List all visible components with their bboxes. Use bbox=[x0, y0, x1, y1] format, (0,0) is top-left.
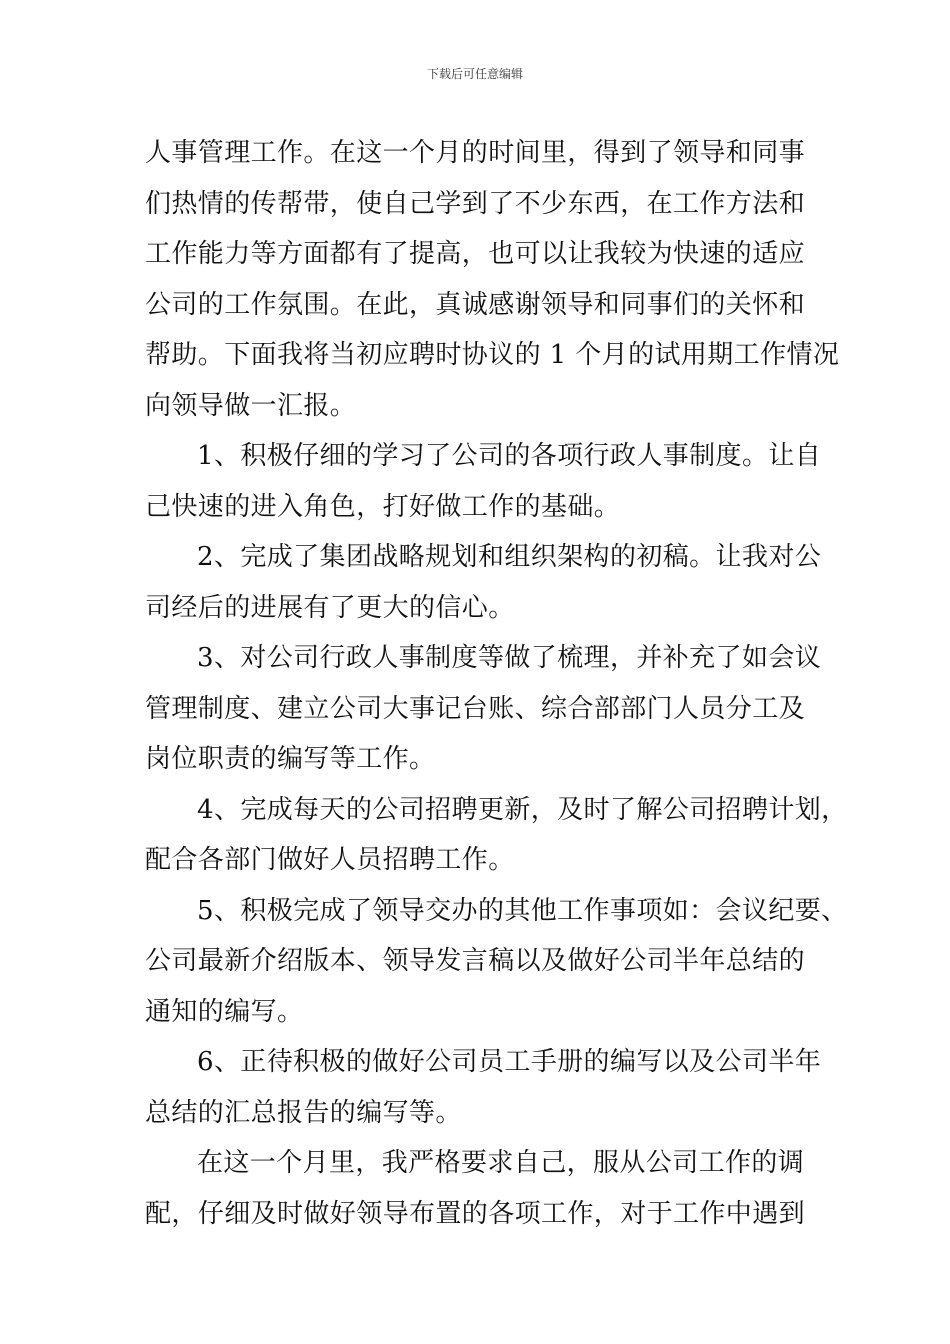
text-line: 3、对公司行政人事制度等做了梳理，并补充了如会议 bbox=[197, 643, 822, 673]
text-line: 公司的工作氛围。在此，真诚感谢领导和同事们的关怀和 bbox=[145, 289, 806, 320]
text-line: 岗位职责的编写等工作。 bbox=[145, 744, 436, 774]
text-line: 帮助。下面我将当初应聘时协议的 1 个月的试用期工作情况 bbox=[145, 340, 840, 370]
text-line: 公司最新介绍版本、领导发言稿以及做好公司半年总结的 bbox=[145, 946, 806, 976]
text-line: 1、积极仔细的学习了公司的各项行政人事制度。让自 bbox=[197, 441, 822, 471]
text-line: 通知的编写。 bbox=[145, 996, 304, 1027]
text-line: 5、积极完成了领导交办的其他工作事项如：会议纪要、 bbox=[197, 895, 848, 926]
text-line: 司经后的进展有了更大的信心。 bbox=[145, 592, 515, 623]
text-line: 在这一个月里，我严格要求自己，服从公司工作的调 bbox=[197, 1148, 805, 1178]
page-header: 下载后可任意编辑 bbox=[426, 67, 523, 81]
text-line: 配合各部门做好人员招聘工作。 bbox=[145, 845, 515, 875]
body-text bbox=[145, 128, 848, 1239]
text-line: 工作能力等方面都有了提高，也可以让我较为快速的适应 bbox=[145, 239, 806, 269]
text-line: 向领导做一汇报。 bbox=[145, 390, 357, 421]
text-line: 人事管理工作。在这一个月的时间里，得到了领导和同事 bbox=[145, 138, 806, 168]
text-line: 6、正待积极的做好公司员工手册的编写以及公司半年 bbox=[197, 1047, 822, 1077]
text-line: 总结的汇总报告的编写等。 bbox=[145, 1097, 462, 1128]
text-line: 4、完成每天的公司招聘更新，及时了解公司招聘计划， bbox=[197, 794, 848, 825]
text-line: 管理制度、建立公司大事记台账、综合部部门人员分工及 bbox=[145, 693, 806, 724]
text-line: 们热情的传帮带，使自己学到了不少东西，在工作方法和 bbox=[145, 188, 806, 219]
text-line: 2、完成了集团战略规划和组织架构的初稿。让我对公 bbox=[197, 542, 822, 572]
text-line: 己快速的进入角色，打好做工作的基础。 bbox=[145, 491, 621, 522]
text-line: 配，仔细及时做好领导布置的各项工作，对于工作中遇到 bbox=[145, 1198, 806, 1229]
